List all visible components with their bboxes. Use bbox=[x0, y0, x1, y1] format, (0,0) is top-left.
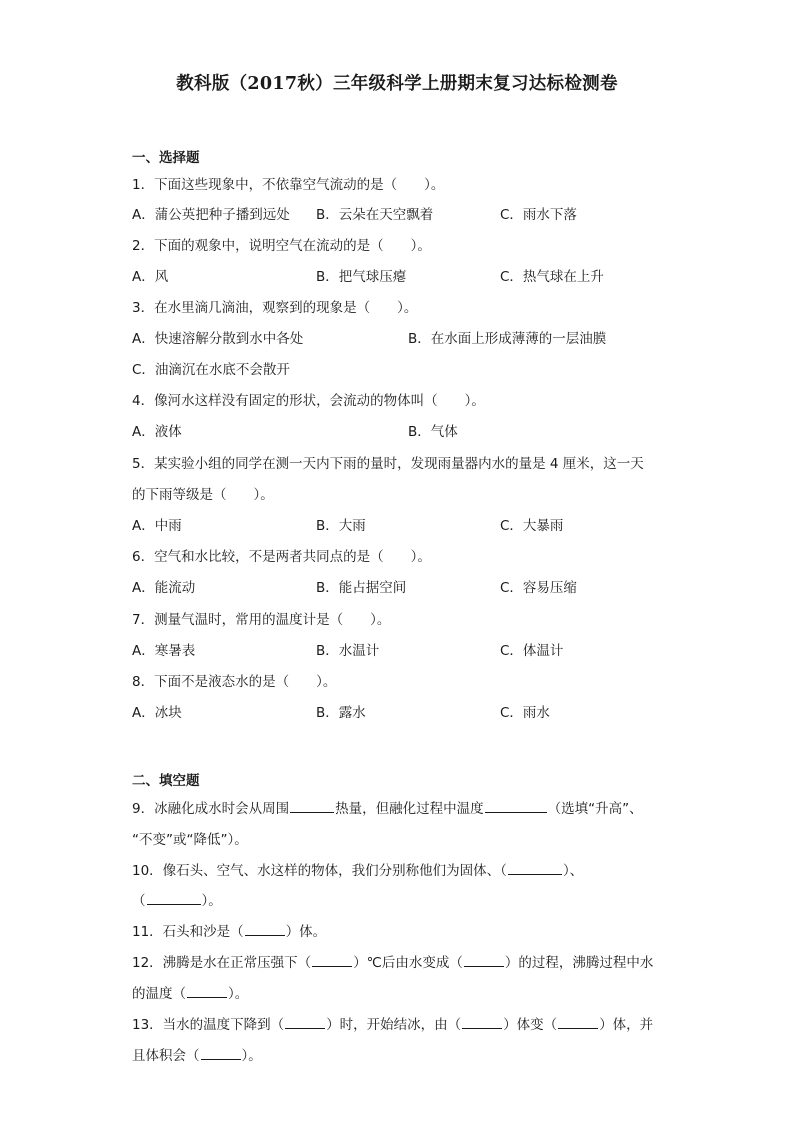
question-stem: 6．空气和水比较，不是两者共同点的是（ ）。 bbox=[132, 549, 431, 565]
page-title: 教科版（2017秋）三年级科学上册期末复习达标检测卷 bbox=[176, 74, 618, 94]
question-stem: 1．下面这些现象中，不依靠空气流动的是（ ）。 bbox=[132, 177, 445, 193]
option-c: C．体温计 bbox=[500, 643, 564, 659]
answer-blank[interactable] bbox=[508, 862, 562, 875]
question-stem: 2．下面的观象中，说明空气在流动的是（ ）。 bbox=[132, 238, 431, 254]
question-stem: 7．测量气温时，常用的温度计是（ ）。 bbox=[132, 612, 391, 628]
question-stem: 12．沸腾是水在正常压强下（ ）℃后由水变成（ ）的过程，沸腾过程中水 bbox=[132, 955, 654, 971]
answer-blank[interactable] bbox=[285, 1016, 325, 1029]
option-b: B．能占据空间 bbox=[316, 580, 407, 596]
option-b: B．把气球压瘪 bbox=[316, 269, 407, 285]
question-stem: 5．某实验小组的同学在测一天内下雨的量时，发现雨量器内水的量是 4 厘米，这一天 bbox=[132, 456, 644, 472]
question-stem: 10．像石头、空气、水这样的物体，我们分别称他们为固体、（ ）、 bbox=[132, 863, 584, 879]
answer-blank[interactable] bbox=[147, 892, 201, 905]
answer-blank[interactable] bbox=[558, 1016, 598, 1029]
option-c: C．雨水 bbox=[500, 705, 550, 721]
answer-blank[interactable] bbox=[485, 800, 547, 813]
question-stem-continued: 的温度（ ）。 bbox=[132, 986, 249, 1002]
option-c: C．雨水下落 bbox=[500, 207, 577, 223]
question-stem: 13．当水的温度下降到（ ）时，开始结冰，由（ ）体变（ ）体，并 bbox=[132, 1017, 654, 1033]
option-a: A．寒暑表 bbox=[132, 643, 196, 659]
option-a: A．快速溶解分散到水中各处 bbox=[132, 331, 304, 347]
question-stem-continued: 且体积会（ ）。 bbox=[132, 1048, 262, 1064]
answer-blank[interactable] bbox=[290, 800, 334, 813]
option-a: A．冰块 bbox=[132, 705, 182, 721]
option-b: B．气体 bbox=[408, 424, 458, 440]
question-stem-continued: （ ）。 bbox=[132, 893, 222, 909]
option-b: B．大雨 bbox=[316, 518, 366, 534]
option-c: C．容易压缩 bbox=[500, 580, 577, 596]
option-a: A．蒲公英把种子播到远处 bbox=[132, 207, 290, 223]
answer-blank[interactable] bbox=[462, 1016, 502, 1029]
section-heading-choice: 一、选择题 bbox=[132, 150, 200, 166]
option-b: B．云朵在天空飘着 bbox=[316, 207, 434, 223]
answer-blank[interactable] bbox=[312, 954, 352, 967]
answer-blank[interactable] bbox=[245, 923, 285, 936]
option-c: C．热气球在上升 bbox=[500, 269, 604, 285]
question-stem: 8．下面不是液态水的是（ ）。 bbox=[132, 674, 337, 690]
question-stem: 3．在水里滴几滴油，观察到的现象是（ ）。 bbox=[132, 300, 418, 316]
option-a: A．风 bbox=[132, 269, 169, 285]
option-a: A．液体 bbox=[132, 424, 182, 440]
answer-blank[interactable] bbox=[187, 985, 227, 998]
option-b: B．露水 bbox=[316, 705, 366, 721]
question-stem: 4．像河水这样没有固定的形状，会流动的物体叫（ ）。 bbox=[132, 393, 485, 409]
question-stem-continued: 的下雨等级是（ ）。 bbox=[132, 487, 274, 503]
answer-blank[interactable] bbox=[201, 1047, 241, 1060]
question-stem: 9．冰融化成水时会从周围 热量，但融化过程中温度 （选填“升高”、 bbox=[132, 801, 643, 817]
option-a: A．中雨 bbox=[132, 518, 182, 534]
section-heading-fill: 二、填空题 bbox=[132, 773, 200, 789]
option-b: B．水温计 bbox=[316, 643, 380, 659]
question-stem-continued: “不变”或“降低”）。 bbox=[132, 832, 248, 848]
answer-blank[interactable] bbox=[464, 954, 504, 967]
option-c: C．油滴沉在水底不会散开 bbox=[132, 362, 290, 378]
question-stem: 11．石头和沙是（ ）体。 bbox=[132, 924, 327, 940]
option-b: B．在水面上形成薄薄的一层油膜 bbox=[408, 331, 607, 347]
option-c: C．大暴雨 bbox=[500, 518, 564, 534]
option-a: A．能流动 bbox=[132, 580, 196, 596]
